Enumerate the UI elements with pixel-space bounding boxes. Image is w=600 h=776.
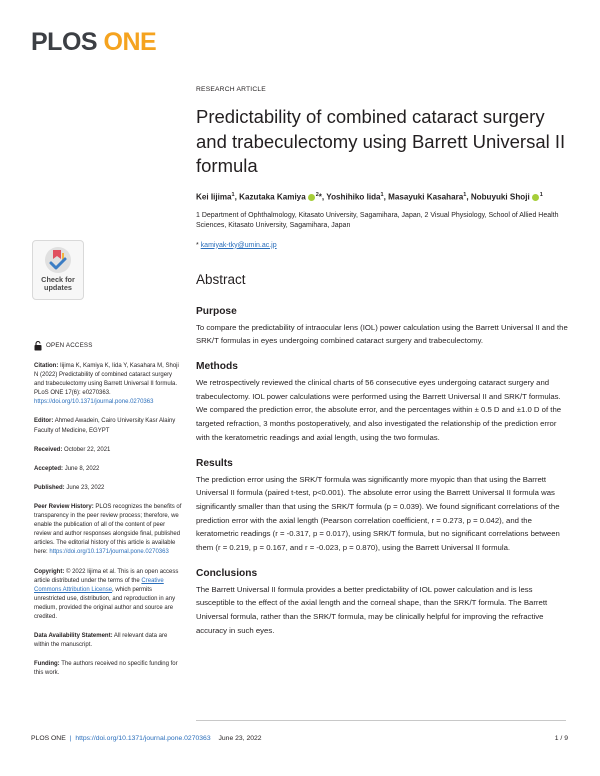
published-date: June 23, 2022 [66,484,105,491]
peer-review-doi-link[interactable]: https://doi.org/10.1371/journal.pone.0270363 [49,549,169,556]
author-affiliation-sup: 1 [380,191,384,198]
peer-review-label: Peer Review History: [34,503,94,510]
logo-one: ONE [103,28,157,56]
affiliations: 1 Department of Ophthalmology, Kitasato University, Sagamihara, Japan, 2 Visual Physiology, School of Allied Health Sciences, Kitasato University, Sagamihara, Japan [196,211,559,230]
copyright-label: Copyright: [34,568,65,575]
editor-label: Editor: [34,418,54,425]
data-availability-block [34,632,182,650]
data-availability-text: All relevant data are within the manuscript. [34,633,168,649]
license-link[interactable]: Creative Commons Attribution License [34,577,164,593]
accepted-label: Accepted: [34,465,64,472]
accepted-block [34,465,182,474]
article-main [196,86,570,650]
abstract-heading: Abstract [196,271,246,287]
received-block [34,446,182,455]
author-name[interactable]: Kazutaka Kamiya [239,192,306,202]
received-date: October 22, 2021 [64,446,111,453]
copyright-text-cont: , which permits unrestricted use, distribution, and reproduction in any medium, provided the original author and source are credited. [34,586,176,620]
section-heading: Purpose [196,305,237,317]
copyright-block [34,568,182,623]
section-body: The Barrett Universal II formula provides a better predictability of IOL power calculation and is less susceptible to the effect of the axial length and the corneal shape, than the SRK/T formula. The Barrett Universal formula, rather than the SRK/T formula, may be clinically helpful for improving the refractive accuracy in such eyes. [196,584,548,635]
editor-block [34,417,182,435]
section-heading: Results [196,457,233,469]
check-for-updates-badge[interactable] [32,240,84,300]
section-body: We retrospectively reviewed the clinical charts of 56 consecutive eyes undergoing cataract surgery and trabeculectomy. IOL power calculations were performed using the Barrett Universal II and SRK/T formulas. We compared the prediction error, the absolute error, and the percentages within ± 0.5 D and ±1.0 D of the targeted refraction, 3 months postoperatively, and also investigated the relationship of the prediction error with the keratometric readings and axial length, using the two formulas. [196,377,562,442]
peer-review-block [34,503,182,558]
section-heading: Conclusions [196,567,258,579]
footer-separator: | [69,735,72,742]
author-affiliation-sup: 1 [539,191,543,198]
published-block [34,484,182,493]
open-lock-icon [34,341,42,351]
author-separator: , [383,192,389,202]
funding-text: The authors received no specific funding for this work. [34,661,178,677]
peer-review-text: PLOS recognizes the benefits of transparency in the peer review process; therefore, we enable the publication of all of the content of peer review and author responses alongside final, published articles. The editorial history of this article is available here: [34,503,182,556]
bookmark-check-icon [43,245,73,275]
page-number: 1 / 9 [554,735,568,742]
section-body: To compare the predictability of intraocular lens (IOL) power calculation using the Barrett Universal II and the SRK/T formulas in eyes undergoing combined cataract surgery and trabeculectomy. [196,322,568,346]
section-heading: Methods [196,360,238,372]
orcid-icon[interactable] [308,194,315,201]
footer-left [31,734,262,743]
author-affiliation-sup: 1 [463,191,467,198]
author-separator: , [466,192,471,202]
author-separator: , [234,192,240,202]
editor-text: Ahmed Awadein, Cairo University Kasr Alainy Faculty of Medicine, EGYPT [34,418,176,434]
author-list [196,189,570,204]
footer-date: June 23, 2022 [218,735,262,742]
author-name[interactable]: Masayuki Kasahara [388,192,464,202]
author-name[interactable]: Yoshihiko Iida [326,192,381,202]
copyright-text: © 2022 Iijima et al. This is an open access article distributed under the terms of the [34,568,179,584]
citation-label: Citation: [34,363,59,369]
orcid-icon[interactable] [532,194,539,201]
corresponding-email [196,241,570,251]
published-label: Published: [34,484,65,491]
open-access-label [34,341,182,351]
abstract-sections [196,305,570,638]
section-body: The prediction error using the SRK/T formula was significantly more myopic than that using the Barrett Universal II formula (paired t-test, p<0.001). The absolute error using the Barrett Universal II formula was significantly smaller than that using the SRK/T formula (p = 0.039). We found significant correlations of the prediction error with the axial length (Pearson correlation coefficient, r = 0.273, p = 0.042), and the keratometric readings (r = -0.317, p = 0.017), using SRK/T formula, but no significant correlations between them (r = 0.219, p = 0.167, and r = -0.023, p = 0.870), using the Barrett Universal II formula. [196,474,560,553]
footer-doi-link[interactable]: https://doi.org/10.1371/journal.pone.0270363 [75,735,211,742]
author-affiliation-sup: 1 [231,191,235,198]
open-access-text: OPEN ACCESS [46,342,93,350]
badge-label: Check for updates [41,275,75,292]
logo-plos: PLOS [31,28,98,56]
author-name[interactable]: Nobuyuki Shoji [470,192,530,202]
footer-journal: PLOS ONE [31,735,66,742]
article-metadata-sidebar [34,341,182,688]
email-star: * [196,241,201,249]
author-separator: *, [318,192,327,202]
citation-block [34,362,182,407]
email-link[interactable]: kamiyak-tky@umin.ac.jp [200,241,277,249]
citation-text: Iijima K, Kamiya K, Iida Y, Kasahara M, Shoji N (2022) Predictability of combined cataract surgery and trabeculectomy using Barrett Universal II formula. PLoS ONE 17(6): e0270363. [34,363,179,397]
funding-label: Funding: [34,661,60,668]
funding-block [34,660,182,678]
divider-rule [196,720,566,721]
article-title: Predictability of combined cataract surgery and trabeculectomy using Barrett Universal II formula [196,106,566,177]
received-label: Received: [34,446,63,453]
data-availability-label: Data Availability Statement: [34,633,113,640]
author-affiliation-sup: 2 [315,191,319,198]
author-name[interactable]: Kei Iijima [196,192,232,202]
journal-logo[interactable] [31,28,156,56]
citation-doi-link[interactable]: https://doi.org/10.1371/journal.pone.0270363 [34,399,154,406]
article-type: RESEARCH ARTICLE [196,86,266,93]
accepted-date: June 8, 2022 [64,465,100,472]
